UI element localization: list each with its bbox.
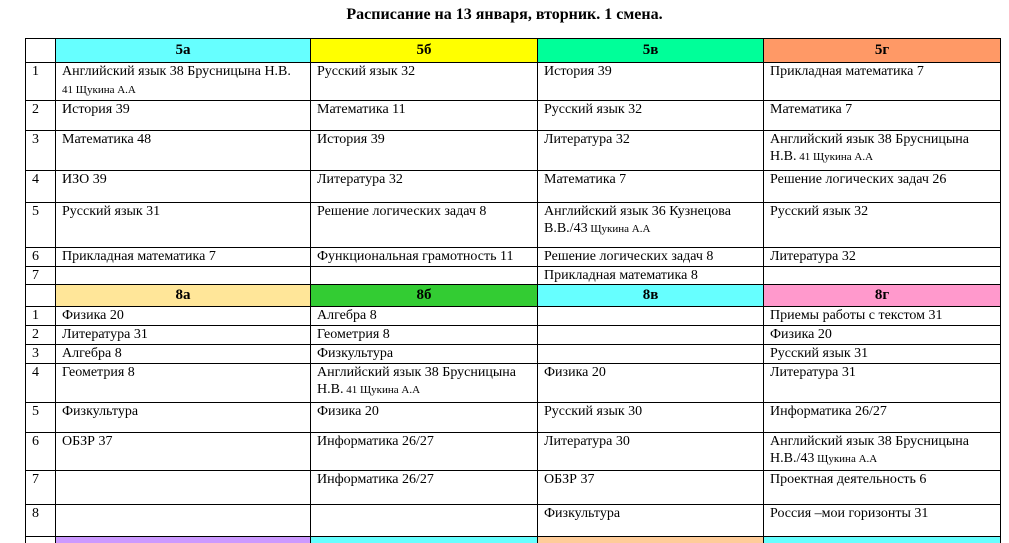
lesson-text: Физика 20 — [770, 327, 832, 342]
lesson-number: 4 — [26, 171, 56, 203]
lesson-cell — [56, 63, 311, 101]
lesson-text: Физика 20 — [317, 404, 379, 419]
class-header-row — [26, 285, 1001, 307]
lesson-cell — [311, 131, 538, 171]
lesson-number: 1 — [26, 63, 56, 101]
lesson-text: Россия –мои горизонты 31 — [770, 506, 929, 521]
lesson-cell — [764, 248, 1001, 267]
schedule-table — [25, 38, 1001, 543]
lesson-text: Физкультура — [317, 346, 394, 361]
lesson-cell — [538, 101, 764, 131]
lesson-number: 1 — [26, 307, 56, 326]
lesson-row — [26, 171, 1001, 203]
lesson-cell — [56, 364, 311, 403]
page-title: Расписание на 13 января, вторник. 1 смена. — [346, 6, 663, 23]
lesson-text: Литература 31 — [770, 365, 856, 380]
lesson-cell — [311, 471, 538, 505]
lesson-text: Информатика 26/27 — [317, 434, 434, 449]
lesson-text: Прикладная математика 8 — [544, 268, 698, 283]
lesson-cell — [538, 433, 764, 471]
lesson-text: Русский язык 32 — [317, 64, 416, 79]
lesson-cell — [538, 267, 764, 285]
lesson-text: Физика 20 — [62, 308, 124, 323]
lesson-cell — [56, 101, 311, 131]
lesson-row — [26, 203, 1001, 248]
lesson-text: Геометрия 8 — [62, 365, 135, 380]
lesson-cell — [311, 307, 538, 326]
lesson-number: 7 — [26, 471, 56, 505]
lesson-cell — [56, 505, 311, 537]
corner-cell — [26, 39, 56, 63]
lesson-text: Прикладная математика 7 — [62, 249, 216, 264]
class-header-5в: 5в — [538, 39, 764, 63]
lesson-text: Русский язык 32 — [770, 204, 869, 219]
lesson-text: Геометрия 8 — [317, 327, 390, 342]
class-header-cell — [56, 537, 311, 543]
lesson-text: Литература 32 — [770, 249, 856, 264]
lesson-text: Русский язык 30 — [544, 404, 643, 419]
lesson-text: Литература 32 — [544, 132, 630, 147]
lesson-row — [26, 403, 1001, 433]
lesson-text: Математика 7 — [770, 102, 853, 117]
lesson-cell — [56, 267, 311, 285]
class-header-8б: 8б — [311, 285, 538, 307]
lesson-row — [26, 364, 1001, 403]
second-teacher: 41 Щукина А.А — [343, 384, 421, 396]
lesson-cell — [538, 63, 764, 101]
lesson-text: ОБЗР 37 — [62, 434, 113, 449]
lesson-text: Математика 48 — [62, 132, 152, 147]
lesson-cell — [764, 203, 1001, 248]
lesson-cell — [538, 364, 764, 403]
lesson-cell — [538, 171, 764, 203]
lesson-row — [26, 505, 1001, 537]
lesson-cell — [764, 505, 1001, 537]
lesson-cell — [538, 131, 764, 171]
lesson-text: Литература 31 — [62, 327, 148, 342]
corner-cell — [26, 537, 56, 543]
lesson-number: 2 — [26, 326, 56, 345]
lesson-cell — [311, 433, 538, 471]
lesson-text: Русский язык 32 — [544, 102, 643, 117]
class-header-8в: 8в — [538, 285, 764, 307]
lesson-number: 6 — [26, 248, 56, 267]
lesson-cell — [56, 131, 311, 171]
lesson-row — [26, 131, 1001, 171]
lesson-text: ОБЗР 37 — [544, 472, 595, 487]
lesson-cell — [764, 131, 1001, 171]
class-header-5г: 5г — [764, 39, 1001, 63]
lesson-number: 4 — [26, 364, 56, 403]
lesson-row — [26, 101, 1001, 131]
lesson-cell — [56, 471, 311, 505]
lesson-cell — [311, 63, 538, 101]
lesson-cell — [764, 326, 1001, 345]
class-header-row — [26, 39, 1001, 63]
lesson-cell — [764, 471, 1001, 505]
lesson-cell — [764, 171, 1001, 203]
lesson-text: Функциональная грамотность 11 — [317, 249, 514, 264]
lesson-text: История 39 — [317, 132, 385, 147]
lesson-cell — [311, 267, 538, 285]
lesson-text: Английский язык 38 Брусницына Н.В. — [317, 365, 516, 397]
lesson-cell — [56, 433, 311, 471]
lesson-text: Проектная деятельность 6 — [770, 472, 927, 487]
class-header-cell — [311, 537, 538, 543]
lesson-cell — [764, 63, 1001, 101]
lesson-text: Алгебра 8 — [62, 346, 122, 361]
lesson-number: 3 — [26, 345, 56, 364]
lesson-text: Литература 30 — [544, 434, 630, 449]
lesson-text: Английский язык 38 Брусницына Н.В./43 — [770, 434, 969, 466]
lesson-cell — [56, 403, 311, 433]
lesson-text: История 39 — [62, 102, 130, 117]
lesson-text: Русский язык 31 — [770, 346, 869, 361]
lesson-cell — [56, 171, 311, 203]
class-header-cell — [764, 537, 1001, 543]
lesson-row — [26, 307, 1001, 326]
lesson-cell — [56, 203, 311, 248]
class-header-cell — [538, 537, 764, 543]
lesson-text: Решение логических задач 8 — [544, 249, 714, 264]
class-header-5б: 5б — [311, 39, 538, 63]
class-header-8г: 8г — [764, 285, 1001, 307]
lesson-cell — [311, 345, 538, 364]
lesson-text: ИЗО 39 — [62, 172, 107, 187]
lesson-cell — [311, 364, 538, 403]
corner-cell — [26, 285, 56, 307]
lesson-cell — [311, 505, 538, 537]
lesson-number: 6 — [26, 433, 56, 471]
lesson-cell — [764, 403, 1001, 433]
lesson-text: Русский язык 31 — [62, 204, 161, 219]
lesson-cell — [538, 505, 764, 537]
lesson-text: Английский язык 36 Кузнецова В.В./43 — [544, 204, 731, 236]
lesson-cell — [311, 101, 538, 131]
lesson-text: Решение логических задач 26 — [770, 172, 947, 187]
lesson-text: Математика 11 — [317, 102, 406, 117]
lesson-cell — [764, 101, 1001, 131]
lesson-cell — [56, 307, 311, 326]
lesson-text: Физкультура — [62, 404, 139, 419]
lesson-cell — [311, 171, 538, 203]
lesson-cell — [764, 307, 1001, 326]
lesson-cell — [311, 403, 538, 433]
lesson-text: Прикладная математика 7 — [770, 64, 924, 79]
lesson-text: Решение логических задач 8 — [317, 204, 487, 219]
lesson-cell — [311, 248, 538, 267]
lesson-row — [26, 433, 1001, 471]
lesson-cell — [538, 471, 764, 505]
class-header-5а: 5а — [56, 39, 311, 63]
second-teacher: Щукина А.А — [814, 453, 878, 465]
lesson-cell — [764, 433, 1001, 471]
lesson-row — [26, 267, 1001, 285]
lesson-cell — [538, 248, 764, 267]
lesson-row — [26, 326, 1001, 345]
lesson-number: 3 — [26, 131, 56, 171]
lesson-cell — [764, 345, 1001, 364]
second-teacher: Щукина А.А — [587, 223, 651, 235]
lesson-text: Приемы работы с текстом 31 — [770, 308, 943, 323]
lesson-text: История 39 — [544, 64, 612, 79]
lesson-text: Литература 32 — [317, 172, 403, 187]
lesson-cell — [56, 248, 311, 267]
lesson-cell — [311, 326, 538, 345]
lesson-cell — [764, 267, 1001, 285]
lesson-text: Алгебра 8 — [317, 308, 377, 323]
lesson-text: Информатика 26/27 — [770, 404, 887, 419]
class-header-8а: 8а — [56, 285, 311, 307]
lesson-row — [26, 471, 1001, 505]
lesson-row — [26, 63, 1001, 101]
second-teacher: 41 Щукина А.А — [62, 84, 136, 96]
lesson-cell — [764, 364, 1001, 403]
lesson-cell — [56, 345, 311, 364]
lesson-text: Математика 7 — [544, 172, 627, 187]
lesson-cell — [56, 326, 311, 345]
lesson-text: Информатика 26/27 — [317, 472, 434, 487]
lesson-cell — [538, 307, 764, 326]
lesson-text: Физика 20 — [544, 365, 606, 380]
lesson-row — [26, 248, 1001, 267]
lesson-number: 7 — [26, 267, 56, 285]
lesson-cell — [311, 203, 538, 248]
lesson-row — [26, 345, 1001, 364]
lesson-text: Английский язык 38 Брусницына Н.В. — [770, 132, 969, 164]
lesson-number: 8 — [26, 505, 56, 537]
lesson-text: Английский язык 38 Брусницына Н.В. — [62, 64, 291, 79]
lesson-text: Физкультура — [544, 506, 621, 521]
second-teacher: 41 Щукина А.А — [796, 151, 874, 163]
lesson-cell — [538, 345, 764, 364]
lesson-number: 5 — [26, 203, 56, 248]
lesson-cell — [538, 326, 764, 345]
lesson-number: 5 — [26, 403, 56, 433]
lesson-number: 2 — [26, 101, 56, 131]
next-header-row — [26, 537, 1001, 543]
lesson-cell — [538, 403, 764, 433]
lesson-cell — [538, 203, 764, 248]
